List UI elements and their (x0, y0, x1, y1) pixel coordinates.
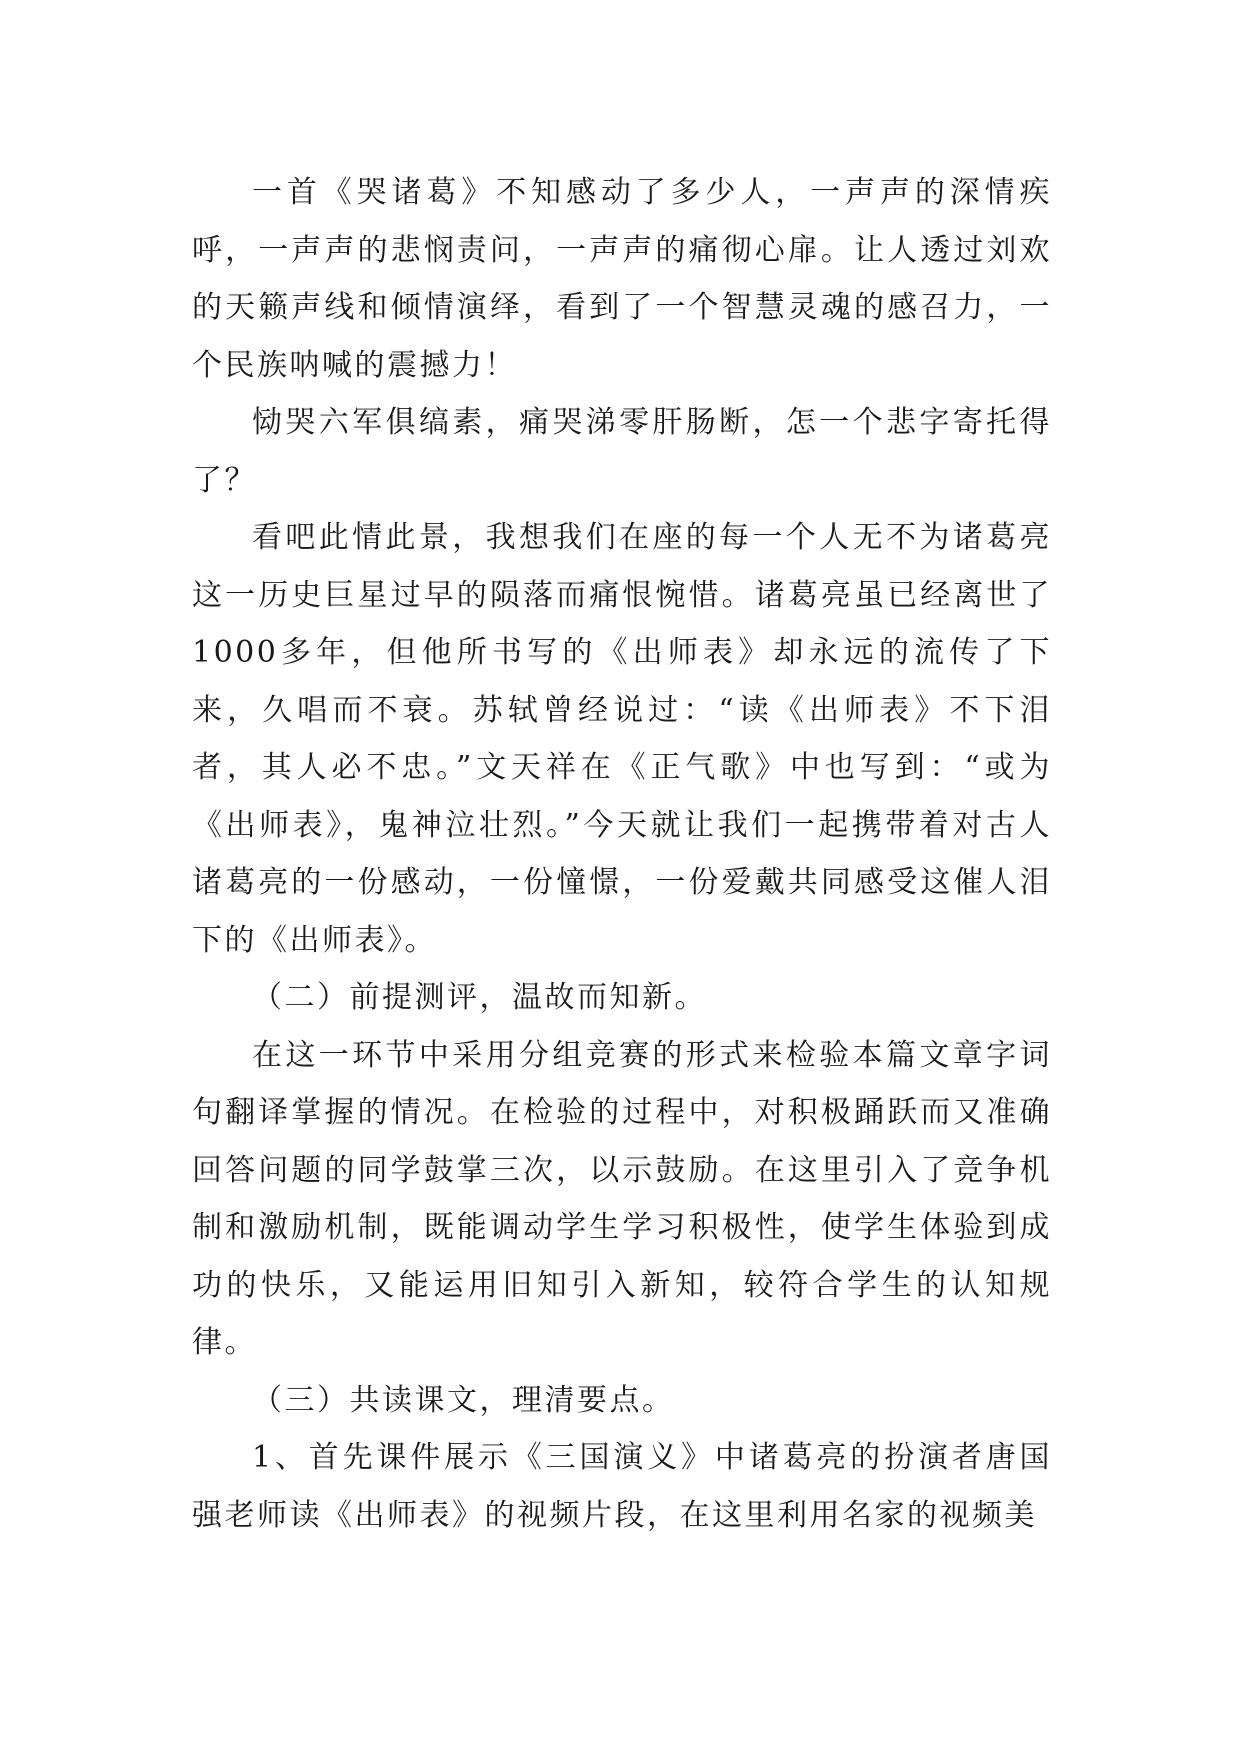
document-body (192, 164, 1052, 1544)
section-heading-three: （三）共读课文，理清要点。 (252, 1382, 675, 1418)
section-heading-two: （二）前提测评，温故而知新。 (252, 980, 707, 1015)
paragraph-intro: 一首《哭诸葛》不知感动了多少人，一声声的深情疾呼，一声声的悲悯责问，一声声的痛彻心扉。让人透过刘欢的天籁声线和倾情演绎，看到了一个智慧灵魂的感召力，一个民族呐喊的震撼力！ (192, 175, 1052, 383)
paragraph-review: 在这一环节中采用分组竞赛的形式来检验本篇文章字词句翻译掌握的情况。在检验的过程中，对积极踊跃而又准确回答问题的同学鼓掌三次，以示鼓励。在这里引入了竞争机制和激励机制，既能调动学生学习积极性，使学生体验到成功的快乐，又能运用旧知引入新知，较符合学生的认知规律。 (192, 1037, 1052, 1360)
paragraph-reading: 1、首先课件展示《三国演义》中诸葛亮的扮演者唐国强老师读《出师表》的视频片段，在这里利用名家的视频美 (192, 1440, 1052, 1533)
paragraph-poem: 恸哭六军俱缟素，痛哭涕零肝肠断，怎一个悲字寄托得了？ (192, 405, 1052, 498)
paragraph-history: 看吧此情此景，我想我们在座的每一个人无不为诸葛亮这一历史巨星过早的陨落而痛恨惋惜。诸葛亮虽已经离世了1000多年，但他所书写的《出师表》却永远的流传了下来，久唱而不衰。苏轼曾经说过：“读《出师表》不下泪者，其人必不忠。”文天祥在《正气歌》中也写到：“或为《出师表》，鬼神泣壮烈。”今天就让我们一起携带着对古人诸葛亮的一份感动，一份憧憬，一份爱戴共同感受这催人泪下的《出师表》。 (192, 520, 1052, 958)
